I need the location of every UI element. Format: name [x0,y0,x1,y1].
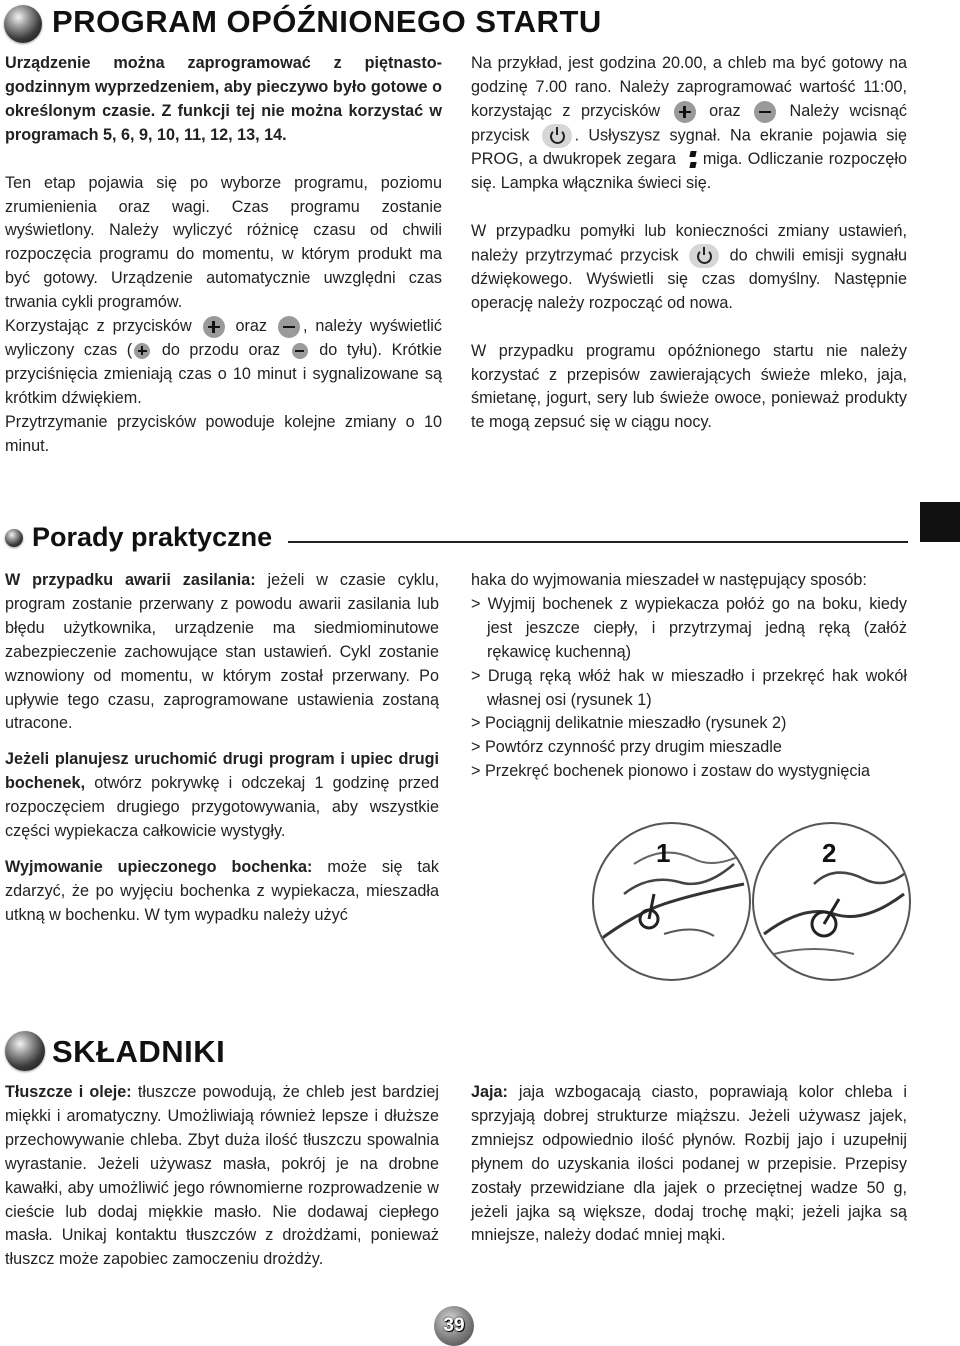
list-item: > Wyjmij bochenek z wypiekacza połóż go na boku, kiedy jest jeszcze ciepły, i przytrzymaj jedną ręką (załóż rękawicę kuchenną) [471,594,907,661]
program-intro: Urządzenie można zaprogramować z piętnasto-godzinnym wyprzedzeniem, aby pieczywo było gotowe o określonym czasie. Z funkcji tej nie można korzystać w programach 5, 6, 9, 10, 11, 12, 13, 14. [5,54,442,144]
skladniki-eggs: Jaja: jaja wzbogacają ciasto, poprawiają kolor chleba i sprzyjają dobrej strukturze miąższu. Jeżeli używasz jajek, zmniejsz odpowiednio ilość płynów. Rozbij jajo i uzupełnij płynem do uzyskania ilości podanej w przepisie. Przepisy zostały przewidziane dla jajek o przeciętnej wadze 50 g, jeżeli jajka są większe, dodaj trochę mąki; jeżeli jajka są mniejsze, należy dodać mniej mąki. [471,1083,907,1245]
program-left-column [5,52,442,459]
porady-left-column [5,569,439,928]
porady-removing-loaf: Wyjmowanie upieczonego bochenka: może się tak zdarzyć, że po wyjęciu bochenka z wypiekacza, mieszadła utkną w bochenku. W tym wypadku należy użyć [5,857,439,924]
plus-icon [674,101,696,123]
list-item: > Drugą ręką włóż hak w mieszadło i przekręć hak wokół własnej osi (rysunek 1) [471,666,907,709]
plus-icon [203,316,225,338]
figure-number: 1 [656,838,671,868]
section-title-porady: Porady praktyczne [32,522,273,552]
list-item: > Przekręć bochenek pionowo i zostaw do wystygnięcia [471,762,871,781]
section-bullet-icon [5,529,23,547]
figure-number: 2 [822,838,837,868]
porady-hook-intro: haka do wyjmowania mieszadeł w następujący sposób: [471,571,867,589]
program-paragraph-1: Ten etap pojawia się po wyborze programu, poziomu zrumienienia oraz wagi. Czas programu zostanie wyświetlony. Należy wyliczyć różnicę czasu od chwili rozpoczęcia programu do momentu, w którym produkt ma być gotowy. Urządzenie automatycznie uwzględni czas trwania cykli programów. [5,173,442,312]
program-warning: W przypadku programu opóźnionego startu nie należy korzystać z przepisów zawierających świeże mleko, jaja, śmietanę, jogurt, sery lub świeże owoce, ponieważ produkty te mogą zepsuć się w ciągu nocy. [471,341,907,432]
minus-icon [278,316,300,338]
section-title-skladniki: SKŁADNIKI [52,1034,226,1069]
hand-with-hook-icon [594,824,749,979]
section-title-program: PROGRAM OPÓŹNIONEGO STARTU [52,4,602,39]
page-tab-marker [920,502,960,542]
figure-2-illustration [752,822,911,981]
plus-icon [134,343,150,359]
skladniki-fats: Tłuszcze i oleje: tłuszcze powodują, że chleb jest bardziej miękki i aromatyczny. Umożliwiają również lepsze i dłuższe przechowywanie chleba. Zbyt duża ilość tłuszczu spowalnia wyrastanie. Jeżeli używasz masła, pokrój je na drobne kawałki, aby umożliwić jego równomierne rozprowadzenie w cieście lub dodaj miękkie masło. Nie dodawaj ciepłego masła. Unikaj kontaktu tłuszczów z drożdżami, ponieważ tłuszcz może zapobiec zamoczeniu drożdży. [5,1083,439,1269]
skladniki-right-column [471,1081,907,1248]
power-icon [542,124,572,148]
program-paragraph-3: Przytrzymanie przycisków powoduje kolejne zmiany o 10 minut. [5,412,442,455]
minus-icon [292,343,308,359]
porady-power-failure: W przypadku awarii zasilania: jeżeli w czasie cyklu, program zostanie przerwany z powodu awarii zasilania lub błędu użytkownika, urządzenie ma siedmiominutowe zabezpieczenie zachowujące stan ustawień. Cykl zostanie wznowiony od momentu, w którym został przerwany. Po upływie tego czasu, zaprogramowane ustawienia zostaną utracone. [5,571,439,733]
porady-right-column [471,569,907,784]
section-bullet-icon [4,5,42,43]
section-bullet-icon [5,1031,45,1071]
list-item: > Powtórz czynność przy drugim mieszadle [471,738,782,757]
program-paragraph-2: Korzystając z przycisków oraz , należy wyświetlić wyliczony czas ( do przodu oraz do tyłu). Krótkie przyciśnięcia zmieniają czas o 10 minut i sygnalizowane są krótkim dźwiękiem. [5,317,442,407]
power-icon [689,244,719,268]
porady-second-program: Jeżeli planujesz uruchomić drugi program i upiec drugi bochenek, otwórz pokrywkę i odczekaj 1 godzinę przed rozpoczęciem drugiego przygotowywania, aby wszystkie części wypiekacza całkowicie wystygły. [5,750,439,841]
program-mistake: W przypadku pomyłki lub konieczności zmiany ustawień, należy przytrzymać przycisk do chwili emisji sygnału dźwiękowego. Wyświetli się czas domyślny. Następnie operację należy rozpocząć od nowa. [471,221,908,312]
list-item: > Pociągnij delikatnie mieszadło (rysunek 2) [471,714,787,733]
minus-icon [754,101,776,123]
page-number: 39 [434,1306,474,1346]
section-rule [288,541,908,543]
program-example: Na przykład, jest godzina 20.00, a chleb ma być gotowy na godzinę 7.00 rano. Należy zaprogramować wartość 11:00, korzystając z przycisków oraz Należy wcisnąć przycisk . Usłyszysz sygnał. Na ekranie pojawia się PROG, a dwukropek zegara miga. Odliczanie rozpoczęło się. Lampka włącznika świeci się. [471,54,908,192]
figure-1-illustration [592,822,751,981]
skladniki-left-column [5,1081,439,1272]
colon-icon [689,149,697,171]
program-right-column [471,52,907,435]
